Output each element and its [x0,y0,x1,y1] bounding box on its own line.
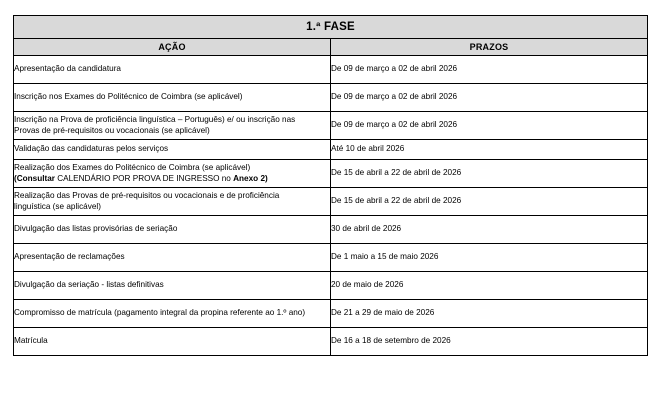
table-row [14,56,648,84]
table-row [14,188,648,216]
table-row [14,160,648,188]
phase-title: 1.ª FASE [14,16,648,39]
row-deadline: De 09 de março a 02 de abril 2026 [331,112,648,140]
row-action-bold-prefix: (Consultar [14,173,55,183]
row-action: Inscrição nos Exames do Politécnico de Coimbra (se aplicável) [14,84,331,112]
row-action-line-1: Realização das Provas de pré-requisitos ou vocacionais e de proficiência [14,190,280,200]
table-row [14,300,648,328]
row-deadline: De 09 de março a 02 de abril 2026 [331,56,648,84]
column-header-deadline: PRAZOS [331,39,648,56]
row-deadline: Até 10 de abril 2026 [331,140,648,160]
table-row [14,328,648,356]
phase-schedule-table [13,15,648,356]
row-action: Divulgação da seriação - listas definitivas [14,272,331,300]
table-row [14,272,648,300]
row-deadline: De 21 a 29 de maio de 2026 [331,300,648,328]
row-action: Apresentação de reclamações [14,244,331,272]
row-action: Validação das candidaturas pelos serviços [14,140,331,160]
table-row [14,244,648,272]
row-deadline: De 1 maio a 15 de maio 2026 [331,244,648,272]
row-action [14,188,331,216]
row-deadline: De 16 a 18 de setembro de 2026 [331,328,648,356]
row-action-line-2 [14,174,330,185]
table-row [14,112,648,140]
row-action-mid-text: CALENDÁRIO POR PROVA DE INGRESSO no [54,173,234,183]
row-action-line-1: Inscrição na Prova de proficiência linguística – Português) e/ ou inscrição nas [14,114,296,124]
row-deadline: De 15 de abril a 22 de abril de 2026 [331,160,648,188]
table-row [14,84,648,112]
row-action [14,112,331,140]
row-action-line-1: Realização dos Exames do Politécnico de Coimbra (se aplicável) [14,162,251,172]
column-header-action: AÇÃO [14,39,331,56]
row-action: Divulgação das listas provisórias de seriação [14,216,331,244]
row-deadline: 20 de maio de 2026 [331,272,648,300]
row-deadline: 30 de abril de 2026 [331,216,648,244]
row-deadline: De 15 de abril a 22 de abril de 2026 [331,188,648,216]
row-action [14,160,331,188]
row-action: Matrícula [14,328,331,356]
table-row-phase-title [14,16,648,39]
table-row [14,216,648,244]
row-action: Compromisso de matrícula (pagamento integral da propina referente ao 1.º ano) [14,300,331,328]
row-action-bold-annex: Anexo 2) [233,173,268,183]
row-action-line-2: Provas de pré-requisitos ou vocacionais (se aplicável) [14,125,210,135]
table-row [14,140,648,160]
row-deadline: De 09 de março a 02 de abril 2026 [331,84,648,112]
table-header-row [14,39,648,56]
row-action-line-2: linguística (se aplicável) [14,201,101,211]
row-action: Apresentação da candidatura [14,56,331,84]
